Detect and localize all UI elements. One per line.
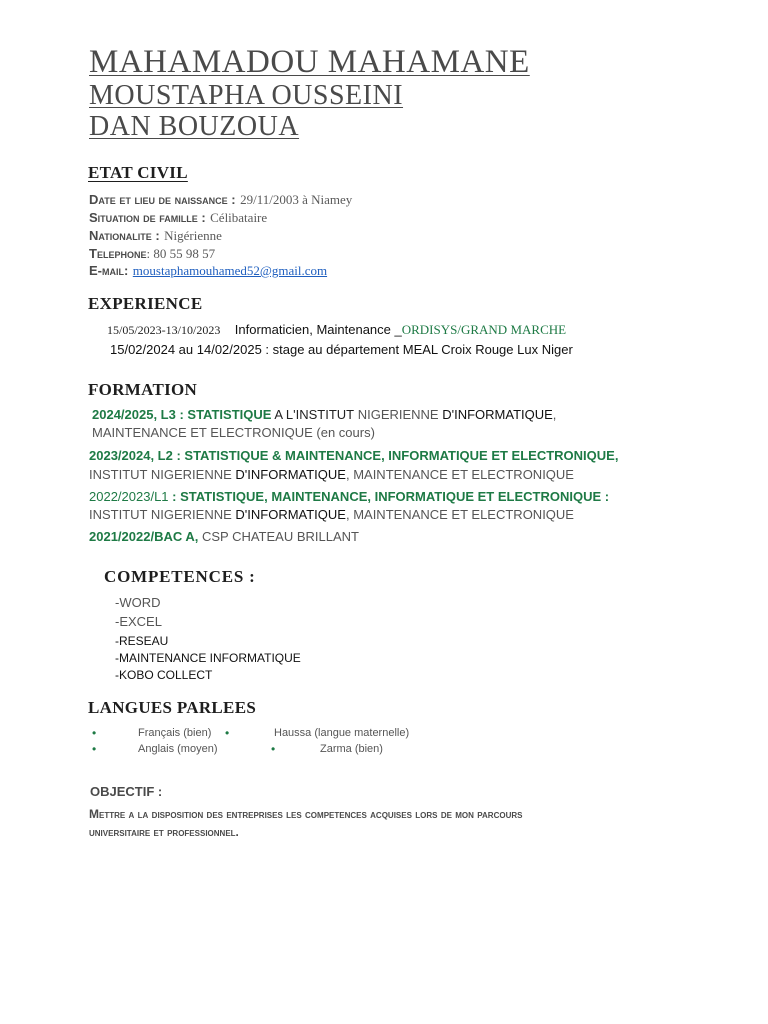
langue-item: Français (bien) [138,727,212,739]
formation-item-4 [89,529,359,544]
formation-3-year [89,489,609,504]
objectif-heading: OBJECTIF : [90,784,163,799]
birth-row [89,191,352,209]
birth-value: 29/11/2003 à Niamey [240,192,353,207]
langue-item: Anglais (moyen) [138,743,218,755]
competence-item: -EXCEL [115,614,162,629]
formation-3-inst-a: INSTITUT NIGERIENNE [89,507,236,522]
bullet-icon: • [92,726,97,740]
name-line-2: MOUSTAPHA OUSSEINI [89,80,404,111]
email-row [89,262,327,280]
formation-2-inst-b: D'INFORMATIQUE [235,467,346,482]
formation-heading: FORMATION [88,380,198,399]
formation-2-line2 [89,467,574,482]
etat-civil-heading: ETAT CIVIL [88,163,188,182]
phone-value: : 80 55 98 57 [146,246,216,261]
formation-item-1 [92,407,556,422]
formation-1-inst-a: INSTITUT [295,407,355,422]
email-label: E-mail: [89,263,129,278]
formation-2-inst-a: INSTITUT NIGERIENNE [89,467,236,482]
formation-2-year: 2023/2024, L2 : STATISTIQUE & MAINTENANCE, INFORMATIQUE ET ELECTRONIQUE, [89,448,619,463]
nationality-value: Nigérienne [164,228,222,243]
bullet-icon: • [92,742,97,756]
formation-3-year-a: 2022/2023/L1 [89,489,169,504]
competence-item: -MAINTENANCE INFORMATIQUE [115,651,301,665]
bullet-icon: • [271,742,276,756]
objectif-line-1: Mettre a la disposition des entreprises les competences acquises lors de mon parcours [89,807,523,821]
formation-1-inst-c: D'INFORMATIQUE [442,407,553,422]
formation-3-year-b: : STATISTIQUE, MAINTENANCE, INFORMATIQUE ET ELECTRONIQUE : [168,489,610,504]
experience-org: ORDISYS/GRAND MARCHE [401,322,567,337]
experience-title: Informaticien, Maintenance _ [234,322,402,337]
langue-item: Zarma (bien) [320,743,383,755]
phone-row [89,245,215,263]
experience-heading: EXPERIENCE [88,294,203,313]
birth-label: Date et lieu de naissance : [89,192,236,207]
competence-item: -KOBO COLLECT [115,668,213,682]
objectif-line-2: universitaire et professionnel. [89,825,239,839]
experience-item-1 [107,321,566,339]
formation-3-inst-b: D'INFORMATIQUE [235,507,346,522]
competence-item: -WORD [115,595,161,610]
langue-item: Haussa (langue maternelle) [274,727,410,739]
competences-heading: COMPETENCES : [104,567,256,586]
formation-1-inst-d: , [552,407,557,422]
family-label: Situation de famille : [89,210,206,225]
formation-3-inst-c: , MAINTENANCE ET ELECTRONIQUE [345,507,574,522]
email-link[interactable]: moustaphamouhamed52@gmail.com [132,263,328,278]
experience-item-2: 15/02/2024 au 14/02/2025 : stage au département MEAL Croix Rouge Lux Niger [110,342,573,357]
formation-1-connector: A L' [271,407,296,422]
competence-item: -RESEAU [115,634,169,648]
name-line-3: DAN BOUZOUA [89,111,300,142]
nationality-row [89,227,222,245]
langues-heading: LANGUES PARLEES [88,698,257,717]
formation-1-line2: MAINTENANCE ET ELECTRONIQUE (en cours) [92,425,375,440]
family-row [89,209,267,227]
name-line-1: MAHAMADOU MAHAMANE [89,44,530,80]
formation-4-school: CSP CHATEAU BRILLANT [198,529,359,544]
formation-1-inst-b: NIGERIENNE [354,407,443,422]
experience-date: 15/05/2023-13/10/2023 [107,323,221,337]
family-value: Célibataire [210,210,268,225]
formation-4-year: 2021/2022/BAC A, [89,529,199,544]
nationality-label: Nationalite : [89,228,160,243]
phone-label: Telephone [89,246,147,261]
bullet-icon: • [225,726,230,740]
formation-1-year: 2024/2025, L3 : STATISTIQUE [92,407,272,422]
formation-2-inst-c: , MAINTENANCE ET ELECTRONIQUE [345,467,574,482]
formation-3-line2 [89,507,574,522]
